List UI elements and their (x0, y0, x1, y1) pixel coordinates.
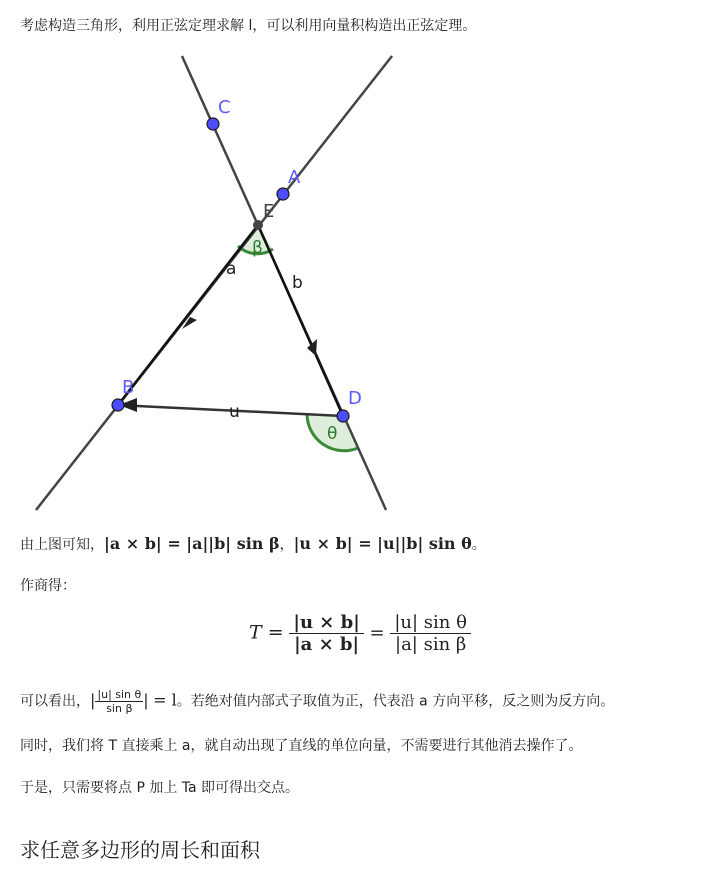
label-a: a (226, 259, 237, 279)
section-heading: 求任意多边形的周长和面积 (20, 838, 260, 862)
geometry-figure (20, 52, 420, 512)
inline-fraction-num: |u| sin θ (97, 688, 142, 701)
label-beta: β (252, 238, 263, 258)
fraction-cross-num: |u × b| (289, 612, 363, 634)
vector-b (258, 225, 343, 416)
intro-paragraph: 考虑构造三角形，利用正弦定理求解 l，可以利用向量积构造出正弦定理。 (20, 18, 477, 34)
label-u: u (229, 402, 240, 422)
inline-fraction-den: sin β (106, 702, 133, 715)
p3-suffix: 。若绝对值内部式子取值为正，代表沿 a 方向平移，反之则为反方向。 (176, 693, 615, 710)
equation-sin-beta: |a × b| = |a||b| sin β (104, 534, 280, 553)
label-A: A (288, 167, 301, 188)
vector-a (118, 225, 258, 405)
label-B: B (122, 377, 135, 398)
paragraph-cross-products (20, 534, 486, 555)
point-C (207, 118, 219, 130)
p1-prefix: 由上图可知， (20, 537, 104, 553)
point-A (277, 188, 289, 200)
label-C: C (218, 97, 231, 118)
point-B (112, 399, 124, 411)
eq-equals: = (369, 622, 385, 644)
label-D: D (348, 388, 362, 409)
paragraph-quotient: 作商得： (20, 578, 76, 594)
p3-eq: = l (153, 690, 177, 710)
label-b: b (292, 273, 303, 293)
fraction-cross (289, 612, 363, 655)
point-E (253, 220, 263, 230)
inline-fraction (95, 688, 143, 715)
label-E: E (263, 201, 275, 222)
eq-lhs: T = (249, 621, 284, 644)
label-theta: θ (327, 424, 338, 444)
fraction-sin-num: |u| sin θ (390, 612, 471, 634)
p1-sep: ， (279, 537, 294, 553)
p1-suffix: 。 (471, 537, 486, 553)
fraction-cross-den: |a × b| (294, 634, 360, 655)
paragraph-unit-vector: 同时，我们将 T 直接乘上 a，就自动出现了直线的单位向量，不需要进行其他消去操作了。 (20, 738, 583, 754)
fraction-sin-den: |a| sin β (395, 634, 467, 655)
equation-sin-theta: |u × b| = |u||b| sin θ (293, 534, 472, 553)
point-D (337, 410, 349, 422)
paragraph-intersection: 于是，只需要将点 P 加上 Ta 即可得出交点。 (20, 780, 300, 796)
fraction-sin (390, 612, 471, 655)
paragraph-observation: 可以看出，| $\frac{\text{|u| sin θ}}{\text{sin β}}$ | = l。若绝对值内部式子取值为正，代表沿 a 方向平移，反之则为反方向。 (20, 688, 615, 715)
p3-prefix: 可以看出， (20, 693, 90, 710)
display-equation (0, 612, 720, 655)
